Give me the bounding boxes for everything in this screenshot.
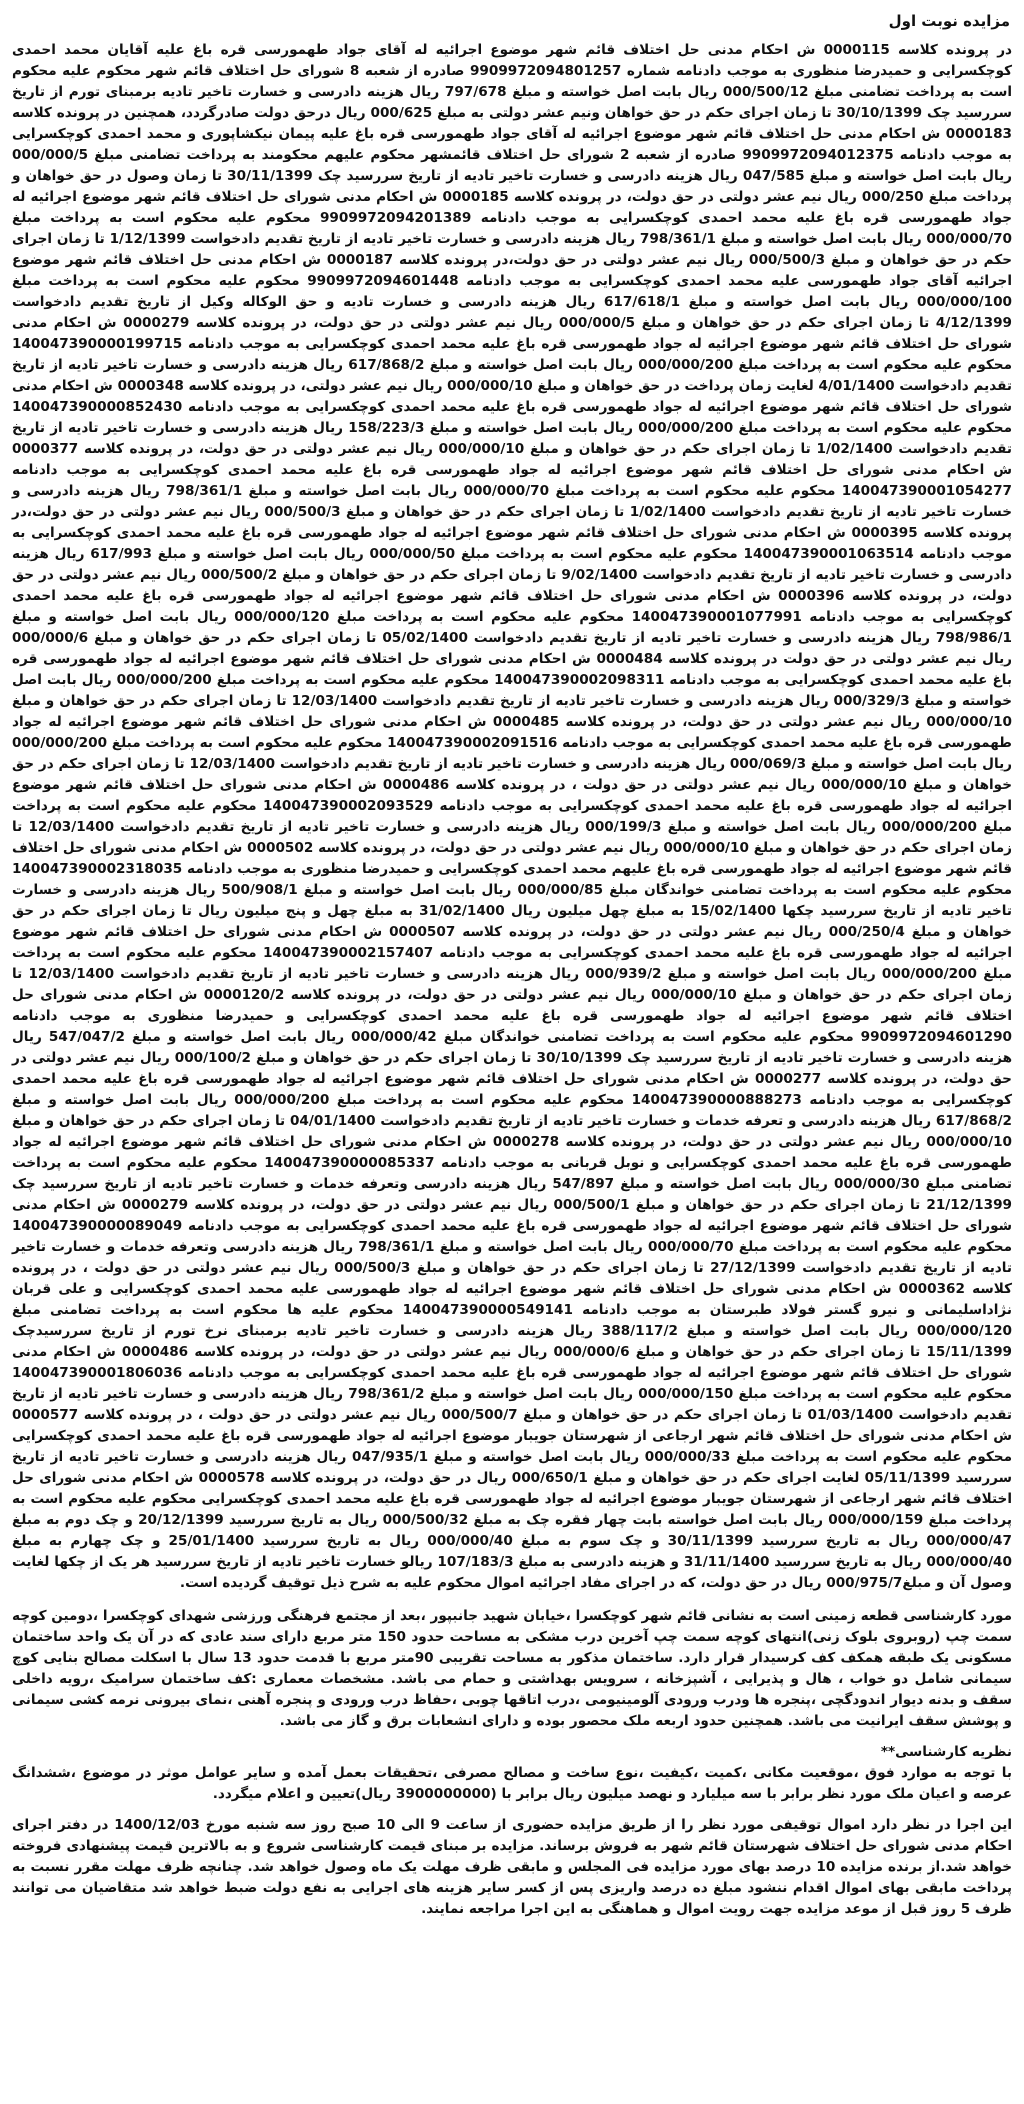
paragraph-spacer: [12, 1732, 1012, 1742]
case-details-paragraph: در پرونده کلاسه 0000115 ش احکام مدنی حل اختلاف قائم شهر موضوع اجرائیه له آقای جواد طهمورسی قره باغ علیه آقایان محمد احمدی کوچکسرایی و حمیدرضا منظوری به موجب دادنامه شماره 9909972094801257 صادره از شعبه 8 شورای حل اختلاف قائم شهر محکوم علیه محکوم است به پرداخت تضامنی مبلغ 000/500/12 ریال بابت اصل خواسته و مبلغ 797/678 ریال هزینه دادرسی و خسارت تاخیر تادیه برمبنای تورم از تاریخ سررسید چک 30/10/1399 تا زمان اجرای حکم در حق خواهان ونیم عشر دولتی به مبلغ 000/625 ریال درحق دولت صادرگردد، همچنین در پرونده کلاسه 0000183 ش احکام مدنی حل اختلاف قائم شهر موضوع اجرائیه له آقای جواد طهمورسی قره باغ علیه پیمان نیکشاپوری و محمد احمدی کوچکسرایی به موجب دادنامه 9909972094012375 صادره از شعبه 2 شورای حل اختلاف قائمشهر محکوم علیهم محکومند به پرداخت تضامنی مبلغ 000/000/5 ریال بابت اصل خواسته و مبلغ 047/585 ریال هزینه دادرسی و خسارت تاخیر تادیه از تاریخ سررسید چک 30/11/1399 تا زمان وصول در حق خواهان و پرداخت مبلغ 000/250 ریال نیم عشر دولتی در حق دولت، در پرونده کلاسه 0000185 ش احکام مدنی شورای حل اختلاف قائم شهر موضوع اجرائیه له جواد طهمورسی قره باغ علیه محمد احمدی کوچکسرایی به موجب دادنامه 9909972094201389 محکوم علیه محکوم است به پرداخت مبلغ 000/000/70 ریال بابت اصل خواسته و مبلغ 798/361/1 ریال هزینه دادرسی و خسارت تاخیر تادیه از تاریخ تقدیم دادخواست 1/12/1399 تا زمان اجرای حکم در حق خواهان و مبلغ 000/500/3 ریال نیم عشر دولتی در حق دولت،در پرونده کلاسه 0000187 ش احکام مدنی حل اختلاف قائم شهر موضوع اجرائیه آقای جواد طهمورسی علیه محمد احمدی کوچکسرایی به موجب دادنامه 9909972094601448 محکوم علیه محکوم است به پرداخت مبلغ 000/000/100 ریال بابت اصل خواسته و مبلغ 617/618/1 ریال هزینه دادرسی و خسارت تادیه و حق الوکاله وکیل از تاریخ تقدیم دادخواست 4/12/1399 تا زمان اجرای حکم در حق خواهان و مبلغ 000/000/5 ریال نیم عشر دولتی در حق دولت، در پرونده کلاسه 0000279 ش احکام مدنی شورای حل اختلاف قائم شهر موضوع اجرائیه له جواد طهمورسی قره باغ علیه محمد احمدی کوچکسرایی به موجب دادنامه 140047390000199715 محکوم علیه محکوم است به پرداخت مبلغ 000/000/200 ریال بابت اصل خواسته و مبلغ 617/868/2 ریال هزینه دادرسی و خسارت تاخیر تادیه از تاریخ تقدیم دادخواست 4/01/1400 لغایت زمان پرداخت در حق خواهان و مبلغ 000/000/10 ریال نیم عشر دولتی، در پرونده کلاسه 0000348 ش احکام مدنی شورای حل اختلاف قائم شهر موضوع اجرائیه له جواد طهمورسی قره باغ علیه محمد احمدی کوچکسرایی به موجب دادنامه 140047390000852430 محکوم علیه محکوم است به پرداخت مبلغ 000/000/200 ریال بابت اصل خواسته و مبلغ 158/223/3 ریال هزینه دادرسی و خسارت تاخیر تادیه از تاریخ تقدیم دادخواست 1/02/1400 تا زمان اجرای حکم در حق خواهان و مبلغ 000/000/10 ریال نیم عشر دولتی در حق دولت، در پرونده کلاسه 0000377 ش احکام مدنی شورای حل اختلاف قائم شهر موضوع اجرائیه له جواد طهمورسی قره باغ علیه محمد احمدی کوچکسرایی به موجب دادنامه 140047390001054277 محکوم علیه محکوم است به پرداخت مبلغ 000/000/70 ریال بابت اصل خواسته و مبلغ 798/361/1 ریال هزینه دادرسی و خسارت تاخیر تادیه از تاریخ تقدیم دادخواست 1/02/1400 تا زمان اجرای حکم در حق خواهان و مبلغ 000/500/3 ریال نیم عشر دولتی در حق دولت،در پرونده کلاسه 0000395 ش احکام مدنی شورای حل اختلاف قائم شهر موضوع اجرائیه له جواد طهمورسی قره باغ علیه محمد احمدی کوچکسرایی به موجب دادنامه 140047390001063514 محکوم علیه محکوم است به پرداخت مبلغ 000/000/50 ریال بابت اصل خواسته و مبلغ 617/993 ریال هزینه دادرسی و خسارت تاخیر تادیه از تاریخ تقدیم دادخواست 9/02/1400 تا زمان اجرای حکم در حق خواهان و مبلغ 000/500/2 ریال نیم عشر دولتی در حق دولت، در پرونده کلاسه 0000396 ش احکام مدنی شورای حل اختلاف قائم شهر موضوع اجرائیه له جواد طهمورسی قره باغ علیه محمد احمدی کوچکسرایی به موجب دادنامه 140047390001077991 محکوم علیه محکوم است به پرداخت مبلغ 000/000/120 ریال بابت اصل خواسته و مبلغ 798/986/1 ریال هزینه دادرسی و خسارت تاخیر تادیه از تاریخ تقدیم دادخواست 05/02/1400 تا زمان اجرای حکم در حق خواهان و مبلغ 000/000/6 ریال نیم عشر دولتی در حق دولت در پرونده کلاسه 0000484 ش احکام مدنی شورای حل اختلاف قائم شهر موضوع اجرائیه له جواد طهمورسی قره باغ علیه محمد احمدی کوچکسرایی به موجب دادنامه 140047390002098311 محکوم علیه محکوم است به پرداخت مبلغ 000/000/200 ریال بابت اصل خواسته و مبلغ 000/329/3 ریال هزینه دادرسی و خسارت تاخیر تادیه از تاریخ تقدیم دادخواست 12/03/1400 تا زمان اجرای حکم در حق خواهان و مبلغ 000/000/10 ریال نیم عشر دولتی در حق دولت، در پرونده کلاسه 0000485 ش احکام مدنی شورای حل اختلاف قائم شهر موضوع اجرائیه له جواد طهمورسی قره باغ علیه محمد احمدی کوچکسرایی به موجب دادنامه 140047390002091516 محکوم علیه محکوم است به پرداخت مبلغ 000/000/200 ریال بابت اصل خواسته و مبلغ 000/069/3 ریال هزینه دادرسی و خسارت تاخیر تادیه از تاریخ تقدیم دادخواست 12/03/1400 تا زمان اجرای حکم در حق خواهان و مبلغ 000/000/10 ریال نیم عشر دولتی در حق دولت ، در پرونده کلاسه 0000486 ش احکام مدنی شورای حل اختلاف قائم شهر موضوع اجرائیه له جواد طهمورسی قره باغ علیه محمد احمدی کوچکسرایی به موجب دادنامه 140047390002093529 محکوم علیه محکوم است به پرداخت مبلغ 000/000/200 ریال بابت اصل خواسته و مبلغ 000/199/3 ریال هزینه دادرسی و خسارت تاخیر تادیه از تاریخ تقدیم دادخواست 12/03/1400 تا زمان اجرای حکم در حق خواهان و مبلغ 000/000/10 ریال نیم عشر دولتی در حق دولت، در پرونده کلاسه 0000502 ش احکام مدنی شورای حل اختلاف قائم شهر موضوع اجرائیه له جواد طهمورسی قره باغ علیهم محمد احمدی کوچکسرایی و حمیدرضا منظوری به موجب دادنامه 140047390002318035 محکوم علیه محکوم است به پرداخت تضامنی خواندگان مبلغ 000/000/85 ریال بابت اصل خواسته و مبلغ 500/908/1 ریال هزینه دادرسی و خسارت تاخیر تادیه از تاریخ سررسید چکها 15/02/1400 به مبلغ چهل میلیون ریال 31/02/1400 به مبلغ چهل و پنج میلیون ریال تا زمان اجرای حکم در حق خواهان و مبلغ 000/250/4 ریال نیم عشر دولتی در حق دولت، در پرونده کلاسه 0000507 ش احکام مدنی شورای حل اختلاف قائم شهر موضوع اجرائیه له جواد طهمورسی قره باغ علیه محمد احمدی کوچکسرایی به موجب دادنامه 140047390002157407 محکوم علیه محکوم است به پرداخت مبلغ 000/000/200 ریال بابت اصل خواسته و مبلغ 000/939/2 ریال هزینه دادرسی و خسارت تاخیر تادیه از تاریخ تقدیم دادخواست 12/03/1400 تا زمان اجرای حکم در حق خواهان و مبلغ 000/000/10 ریال نیم عشر دولتی در حق دولت، در پرونده کلاسه 0000120/2 ش احکام مدنی شورای حل اختلاف قائم شهر موضوع اجرائیه له جواد طهمورسی قره باغ علیه محمد احمدی کوچکسرایی و حمیدرضا منظوری به موجب دادنامه 9909972094601290 محکوم علیه محکوم است به پرداخت تضامنی خواندگان مبلغ 000/000/42 ریال بابت اصل خواسته و مبلغ 547/047/2 ریال هزینه دادرسی و خسارت تاخیر تادیه از تاریخ سررسید چک 30/10/1399 تا زمان اجرای حکم در حق خواهان و مبلغ 000/100/2 ریال نیم عشر دولتی در حق دولت، در پرونده کلاسه 0000277 ش احکام مدنی شورای حل اختلاف قائم شهر موضوع اجرائیه له جواد طهمورسی قره باغ علیه محمد احمدی کوچکسرایی به موجب دادنامه 140047390000888273 محکوم علیه محکوم است به پرداخت مبلغ 000/000/200 ریال بابت اصل خواسته و مبلغ 617/868/2 ریال هزینه دادرسی و تعرفه خدمات و خسارت تاخیر تادیه از تاریخ تقدیم دادخواست 04/01/1400 تا زمان اجرای حکم در حق خواهان و مبلغ 000/000/10 ریال نیم عشر دولتی در حق دولت، در پرونده کلاسه 0000278 ش احکام مدنی شورای حل اختلاف قائم شهر موضوع اجرائیه له جواد طهمورسی قره باغ علیه محمد احمدی کوچکسرایی و نوبل قربانی به موجب دادنامه 140047390000085337 محکوم علیه محکوم است به پرداخت تضامنی مبلغ 000/000/30 ریال بابت اصل خواسته و مبلغ 547/897 ریال هزینه دادرسی وتعرفه خدمات و خسارت تاخیر تادیه از تاریخ سررسید چک 21/12/1399 تا زمان اجرای حکم در حق خواهان و مبلغ 000/500/1 ریال نیم عشر دولتی در حق دولت، در پرونده کلاسه 0000279 ش احکام مدنی شورای حل اختلاف قائم شهر موضوع اجرائیه له جواد طهمورسی قره باغ علیه محمد احمدی کوچکسرایی به موجب دادنامه 140047390000089049 محکوم علیه محکوم است به پرداخت مبلغ 000/000/70 ریال بابت اصل خواسته و مبلغ 798/361/1 ریال هزینه دادرسی وتعرفه خدمات و خسارت تاخیر تادیه از تاریخ تقدیم دادخواست 27/12/1399 تا زمان اجرای حکم در حق خواهان و مبلغ 000/500/3 ریال نیم عشر دولتی در حق دولت ، در پرونده کلاسه 0000362 ش احکام مدنی شورای حل اختلاف قائم شهر موضوع اجرائیه له جواد طهمورسی علیه محمد احمدی کوچکسرایی و علی قربان نژاداسلیمانی و نیرو گستر فولاد طبرستان به موجب دادنامه 140047390000549141 محکوم علیه ها محکوم است به پرداخت تضامنی مبلغ 000/000/120 ریال بابت اصل خواسته و مبلغ 388/117/2 ریال هزینه دادرسی و خسارت تاخیر تادیه برمبنای نرخ تورم از تاریخ سررسیدچک 15/11/1399 تا زمان اجرای حکم در حق خواهان و مبلغ 000/000/6 ریال نیم عشر دولتی در حق دولت، در پرونده کلاسه 0000486 ش احکام مدنی شورای حل اختلاف قائم شهر موضوع اجرائیه له جواد طهمورسی قره باغ علیه محمد احمدی کوچکسرایی به موجب دادنامه 140047390001806036 محکوم علیه محکوم است به پرداخت مبلغ 000/000/150 ریال بابت اصل خواسته و مبلغ 798/361/2 ریال هزینه دادرسی و خسارت تاخیر تادیه از تاریخ تقدیم دادخواست 01/03/1400 تا زمان اجرای حکم در حق خواهان و مبلغ 000/500/7 ریال نیم عشر دولتی در حق دولت ، در پرونده کلاسه 0000577 ش احکام مدنی شورای حل اختلاف قائم شهر ارجاعی از شهرستان جویبار موضوع اجرائیه له جواد طهمورسی قره باغ علیه محمد احمدی کوچکسرایی محکوم علیه محکوم است به پرداخت مبلغ 000/000/33 ریال بابت اصل خواسته و مبلغ 047/935/1 ریال هزینه دادرسی و خسارت تاخیر تادیه از تاریخ سررسید 05/11/1399 لغایت اجرای حکم در حق خواهان و مبلغ 000/650/1 ریال در حق دولت، در پرونده کلاسه 0000578 ش احکام مدنی شورای حل اختلاف قائم شهر ارجاعی از شهرستان جویبار موضوع اجرائیه له جواد طهمورسی قره باغ علیه محمد احمدی کوچکسرایی محکوم علیه محکوم است به پرداخت مبلغ 000/000/159 ریال بابت اصل خواسته بابت چهار فقره چک به مبلغ 000/500/32 ریال به تاریخ سررسید 20/12/1399 و چک دوم به مبلغ 000/000/47 ریال به تاریخ سررسید 30/11/1399 و چک سوم به مبلغ 000/000/40 ریال به تاریخ سررسید 25/01/1400 و چک چهارم به مبلغ 000/000/40 ریال به تاریخ سررسید 31/11/1400 و هزینه دادرسی به مبلغ 107/183/3 ریالو خسارت تاخیر تادیه از تاریخ سررسید هر یک از چکها لغایت وصول آن و مبلغ000/975/7 ریال در حق دولت، که در اجرای مفاد اجرائیه اموال محکوم علیه به شرح ذیل توقیف گردیده است.: [12, 42, 1013, 1591]
expert-opinion-paragraph: با توجه به موارد فوق ،موقعیت مکانی ،کمیت ،کیفیت ،نوع ساخت و مصالح مصرفی ،تحقیقات بعمل آمده و سایر عوامل موثر در موضوع ،ششدانگ عرصه و اعیان ملک مورد نظر برابر با سه میلیارد و نهصد میلیون ریال برابر با (3900000000 ریال)تعیین و اعلام میگردد.: [12, 1765, 1012, 1802]
auction-terms-paragraph: این اجرا در نظر دارد اموال توقیفی مورد نظر را از طریق مزایده حضوری از ساعت 9 الی 10 صبح روز سه شنبه مورخ 1400/12/03 در دفتر اجرای احکام مدنی شورای حل اختلاف شهرستان قائم شهر به فروش برساند. مزایده بر مبنای قیمت کارشناسی شروع و به بالاترین قیمت پیشنهادی فروخته خواهد شد.از برنده مزایده 10 درصد بهای مورد مزایده فی المجلس و مابقی ظرف مهلت یک ماه وصول خواهد شد. چنانچه ظرف مهلت مقرر نسبت به پرداخت مابقی بهای اموال اقدام ننشود مبلغ ده درصد واریزی پس از کسر سایر هزینه های اجرایی به نفع دولت ضبط خواهد شد متقاضیان می توانند ظرف 5 روز قبل از موعد مزایده جهت رویت اموال و هماهنگی به این اجرا مراجعه نمایند.: [12, 1817, 1012, 1917]
property-description-paragraph: مورد کارشناسی قطعه زمینی است به نشانی قائم شهر کوچکسرا ،خیابان شهید جانبپور ،بعد از مجتمع فرهنگی ورزشی شهدای کوچکسرا ،دومین کوچه سمت چپ (روبروی بلوک زنی)انتهای کوچه سمت چپ آخرین درب مشکی به مساحت حدود 150 متر مربع دارای سند عادی که در آن یک واحد ساختمان مسکونی یک طبقه همکف کف کرسیدار قرار دارد. ساختمان مذکور به مساحت تقریبی 90متر مربع با قدمت حدود 13 سال با اسکلت مصالح بنایی کوچ سیمانی شامل دو خواب ، هال و پذیرایی ، آشپزخانه ، سرویس بهداشتی و حمام می باشد. مشخصات معماری :کف ساختمان سرامیک ،رویه داخلی سقف و بدنه دیوار اندودگچی ،پنجره ها ودرب ورودی آلومینیومی ،درب اتاقها چوبی ،حفاظ درب ورودی و پنجره آهنی ،نمای بیرونی نرمه کشی سیمانی و پوشش سقف ایرانیت می باشد. همچنین حدود اربعه ملک محصور بوده و دارای انشعابات برق و گاز می باشد.: [12, 1608, 1012, 1729]
paragraph-spacer: [12, 1594, 1012, 1606]
notice-title: مزایده نوبت اول: [888, 12, 1010, 30]
paragraph-spacer: [12, 1805, 1012, 1815]
expert-opinion-label: نظریه کارشناسی**: [880, 1744, 1012, 1760]
